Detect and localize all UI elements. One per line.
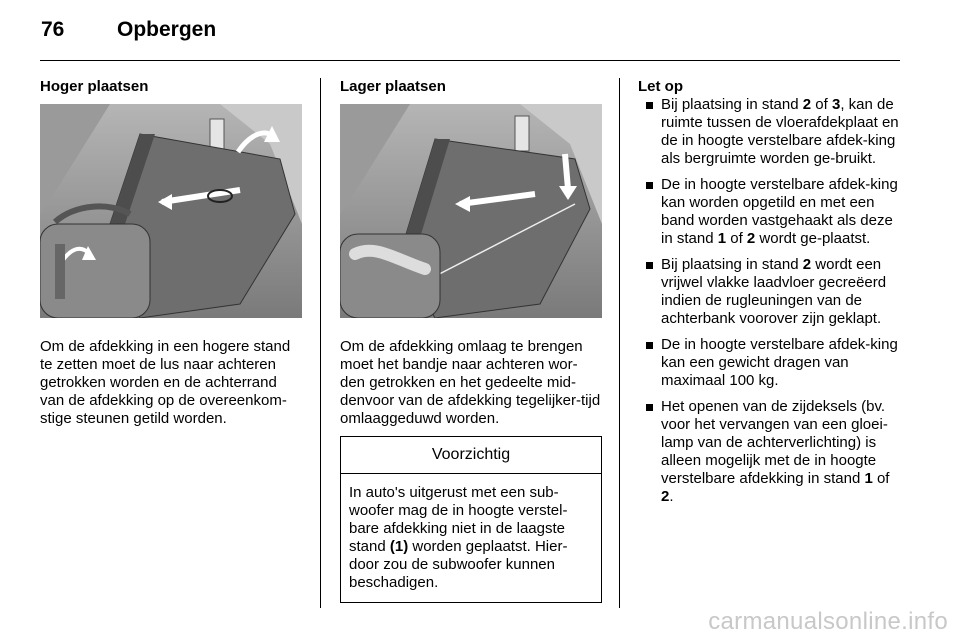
figure-raise-cover: [40, 104, 302, 318]
column-lower: [340, 78, 602, 603]
bullet-icon: [646, 102, 653, 109]
column-raise: [40, 78, 302, 428]
list-item: Bij plaatsing in stand 2 of 3, kan de ruimte tussen de vloerafdekplaat en de in hoogte verstelbare afdek-king als bergruimte worden ge-bruikt.: [638, 96, 903, 168]
page-number: 76: [41, 18, 65, 41]
list-item: Het openen van de zijdeksels (bv. voor het vervangen van een gloei-lamp van de achterverlichting) is alleen mogelijk met de in hoogte verstelbare afdekking in stand 1 of 2.: [638, 398, 903, 506]
watermark: carmanualsonline.info: [708, 608, 948, 635]
page-title: Opbergen: [117, 18, 217, 41]
bullet-icon: [646, 182, 653, 189]
section-heading-lower: Lager plaatsen: [340, 78, 446, 95]
list-item: Bij plaatsing in stand 2 wordt een vrijwel vlakke laadvloer gecreëerd indien de rugleuningen van de achterbank voorover zijn geklapt.: [638, 256, 903, 328]
list-item: De in hoogte verstelbare afdek-king kan worden opgetild en met een band worden vastgehaakt als deze in stand 1 of 2 wordt ge-plaatst.: [638, 176, 903, 248]
notes-list: [638, 96, 903, 506]
body-text-raise: Om de afdekking in een hogere stand te zetten moet de lus naar achteren getrokken worden en de achterrand van de afdekking op de overeenkom-stige steunen getild worden.: [40, 338, 291, 427]
header-rule: [40, 60, 900, 61]
section-heading-raise: Hoger plaatsen: [40, 78, 149, 95]
column-divider-left: [320, 78, 321, 608]
body-text-lower: Om de afdekking omlaag te brengen moet het bandje naar achteren wor-den getrokken en het gedeelte mid-denvoor van de afdekking tegelijker-tijd omlaaggeduwd worden.: [340, 338, 601, 427]
figure-lower-cover: [340, 104, 602, 318]
caution-title: Voorzichtig: [341, 437, 601, 474]
note-title: Let op: [638, 78, 683, 95]
bullet-icon: [646, 404, 653, 411]
caution-box: [340, 436, 602, 603]
column-notes: [638, 78, 903, 514]
column-divider-right: [619, 78, 620, 608]
list-item: De in hoogte verstelbare afdek-king kan een gewicht dragen van maximaal 100 kg.: [638, 336, 903, 390]
bullet-icon: [646, 342, 653, 349]
caution-text: In auto's uitgerust met een sub-woofer mag de in hoogte verstel-bare afdekking niet in de laagste stand (1) worden geplaatst. Hier-door zou de subwoofer kunnen beschadigen.: [349, 484, 568, 591]
bullet-icon: [646, 262, 653, 269]
